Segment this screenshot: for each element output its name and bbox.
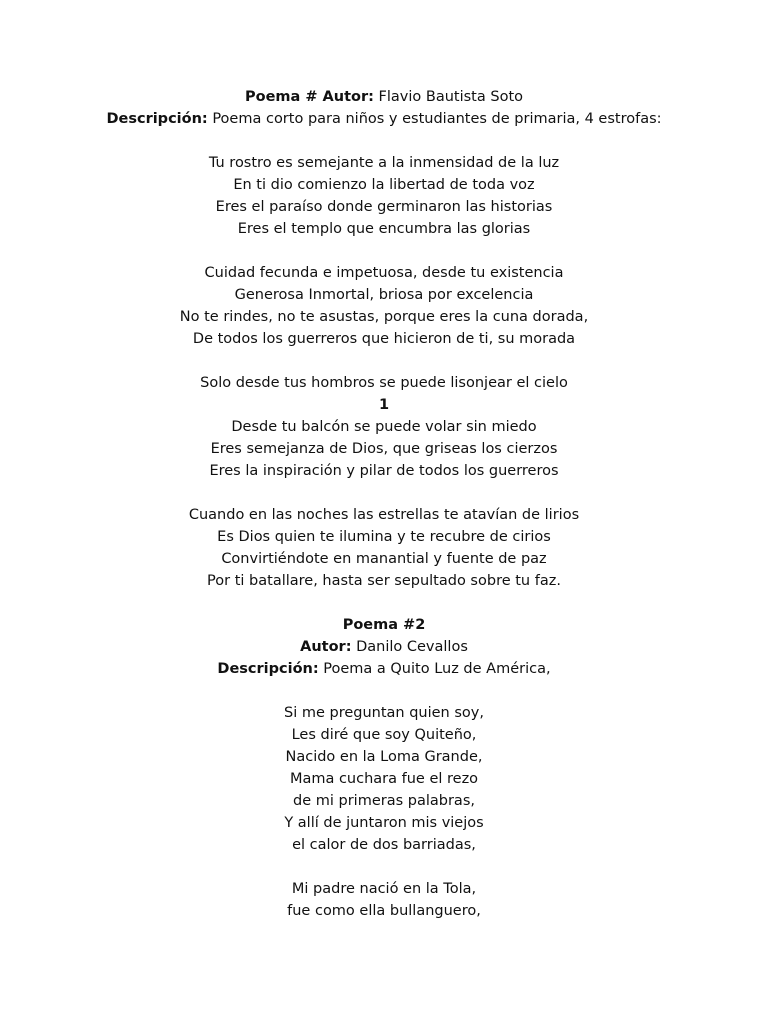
poem-line: Generosa Inmortal, briosa por excelencia [234,287,534,303]
poem-line: Eres semejanza de Dios, que griseas los cierzos [210,441,558,457]
page-number: 1 [378,397,390,413]
document-content [0,86,768,922]
stanza-gap [0,130,768,152]
poem-line: Por ti batallare, hasta ser sepultado sobre tu faz. [207,573,561,589]
poem2-description-label: Descripción: [217,661,319,677]
poem2-description-line [0,658,768,680]
poem-line: Mi padre nació en la Tola, [291,881,477,897]
section-gap [0,592,768,614]
poem-line: No te rindes, no te asustas, porque eres la cuna dorada, [179,309,589,325]
poem-line: Mama cuchara fue el rezo [289,771,479,787]
poem-line: el calor de dos barriadas, [292,837,476,853]
poem2-author-label: Autor: [300,639,352,655]
poem-line: de mi primeras palabras, [293,793,475,809]
poem1-description: Poema corto para niños y estudiantes de primaria, 4 estrofas: [212,111,662,127]
poem2-title: Poema #2 [342,617,426,633]
poem-line: Cuidad fecunda e impetuosa, desde tu existencia [204,265,564,281]
poem2-description: Poema a Quito Luz de América, [323,661,551,677]
poem-line: Si me preguntan quien soy, [284,705,484,721]
poem-line: Solo desde tus hombros se puede lisonjear el cielo [200,375,568,391]
poem1-title-line [0,86,768,108]
poem2-author: Danilo Cevallos [356,639,468,655]
poem1-author: Flavio Bautista Soto [378,89,523,105]
poem1-title-label: Poema # Autor: [244,89,374,105]
poem-line: Nacido en la Loma Grande, [285,749,483,765]
poem-line: Desde tu balcón se puede volar sin miedo [231,419,537,435]
poem-line: Convirtiéndote en manantial y fuente de paz [221,551,547,567]
poem-line: Es Dios quien te ilumina y te recubre de cirios [217,529,551,545]
poem-line: Cuando en las noches las estrellas te atavían de lirios [188,507,580,523]
stanza-gap [0,680,768,702]
poem1-description-label: Descripción: [106,111,208,127]
poem2-author-line [0,636,768,658]
stanza-gap [0,240,768,262]
poem1-description-line [0,108,768,130]
poem-line: Eres el templo que encumbra las glorias [237,221,531,237]
poem-line: Y allí de juntaron mis viejos [284,815,484,831]
poem-line: Eres el paraíso donde germinaron las historias [215,199,553,215]
poem-line: Eres la inspiración y pilar de todos los guerreros [209,463,559,479]
stanza-gap [0,350,768,372]
poem-line: En ti dio comienzo la libertad de toda voz [233,177,535,193]
poem-line: Tu rostro es semejante a la inmensidad de la luz [208,155,560,171]
poem-line: De todos los guerreros que hicieron de ti, su morada [192,331,576,347]
stanza-gap [0,856,768,878]
poem-line: Les diré que soy Quiteño, [291,727,477,743]
poem-line: fue como ella bullanguero, [287,903,481,919]
stanza-gap [0,482,768,504]
